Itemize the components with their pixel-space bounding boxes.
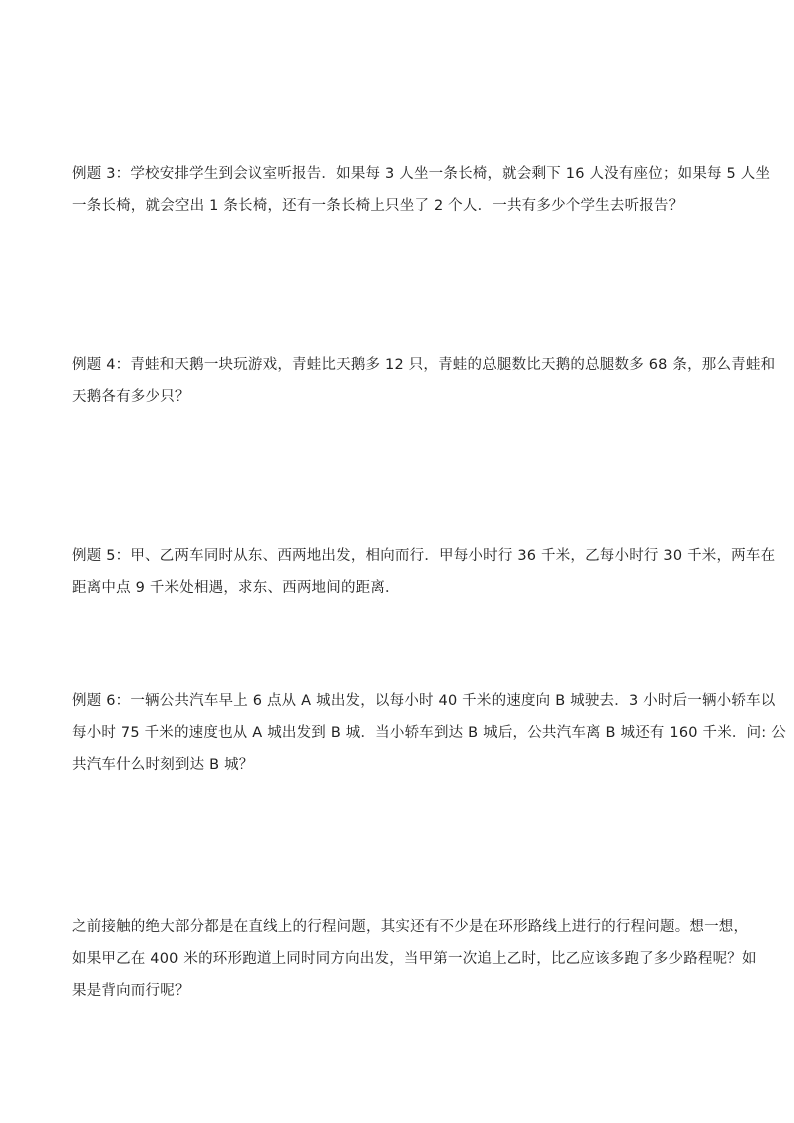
discussion-line: 之前接触的绝大部分都是在直线上的行程问题，其实还有不少是在环形路线上进行的行程问题。想一想， [72,919,749,935]
problem-line: 例题 5：甲、乙两车同时从东、西两地出发，相向而行．甲每小时行 36 千米，乙每小时行 30 千米，两车在 [72,548,776,564]
discussion-line: 果是背向而行呢？ [72,983,190,999]
example-problem-4 [72,349,776,413]
discussion-paragraph [72,911,757,1007]
problem-line: 每小时 75 千米的速度也从 A 城出发到 B 城．当小轿车到达 B 城后，公共汽车离 B 城还有 160 千米．问: 公 [72,725,786,741]
problem-line: 例题 3：学校安排学生到会议室听报告．如果每 3 人坐一条长椅，就会剩下 16 人没有座位；如果每 5 人坐 [72,166,771,182]
example-problem-5 [72,540,776,604]
example-problem-3 [72,158,771,222]
problem-line: 例题 4：青蛙和天鹅一块玩游戏，青蛙比天鹅多 12 只，青蛙的总腿数比天鹅的总腿数多 68 条，那么青蛙和 [72,357,776,373]
example-problem-6 [72,685,786,781]
problem-line: 天鹅各有多少只？ [72,389,190,405]
problem-line: 例题 6：一辆公共汽车早上 6 点从 A 城出发，以每小时 40 千米的速度向 B 城驶去．3 小时后一辆小轿车以 [72,693,776,709]
problem-line: 距离中点 9 千米处相遇，求东、西两地间的距离． [72,580,400,596]
problem-line: 共汽车什么时刻到达 B 城？ [72,757,254,773]
discussion-line: 如果甲乙在 400 米的环形跑道上同时同方向出发，当甲第一次追上乙时，比乙应该多跑了多少路程呢？如 [72,951,757,967]
problem-line: 一条长椅，就会空出 1 条长椅，还有一条长椅上只坐了 2 个人．一共有多少个学生去听报告？ [72,198,684,214]
